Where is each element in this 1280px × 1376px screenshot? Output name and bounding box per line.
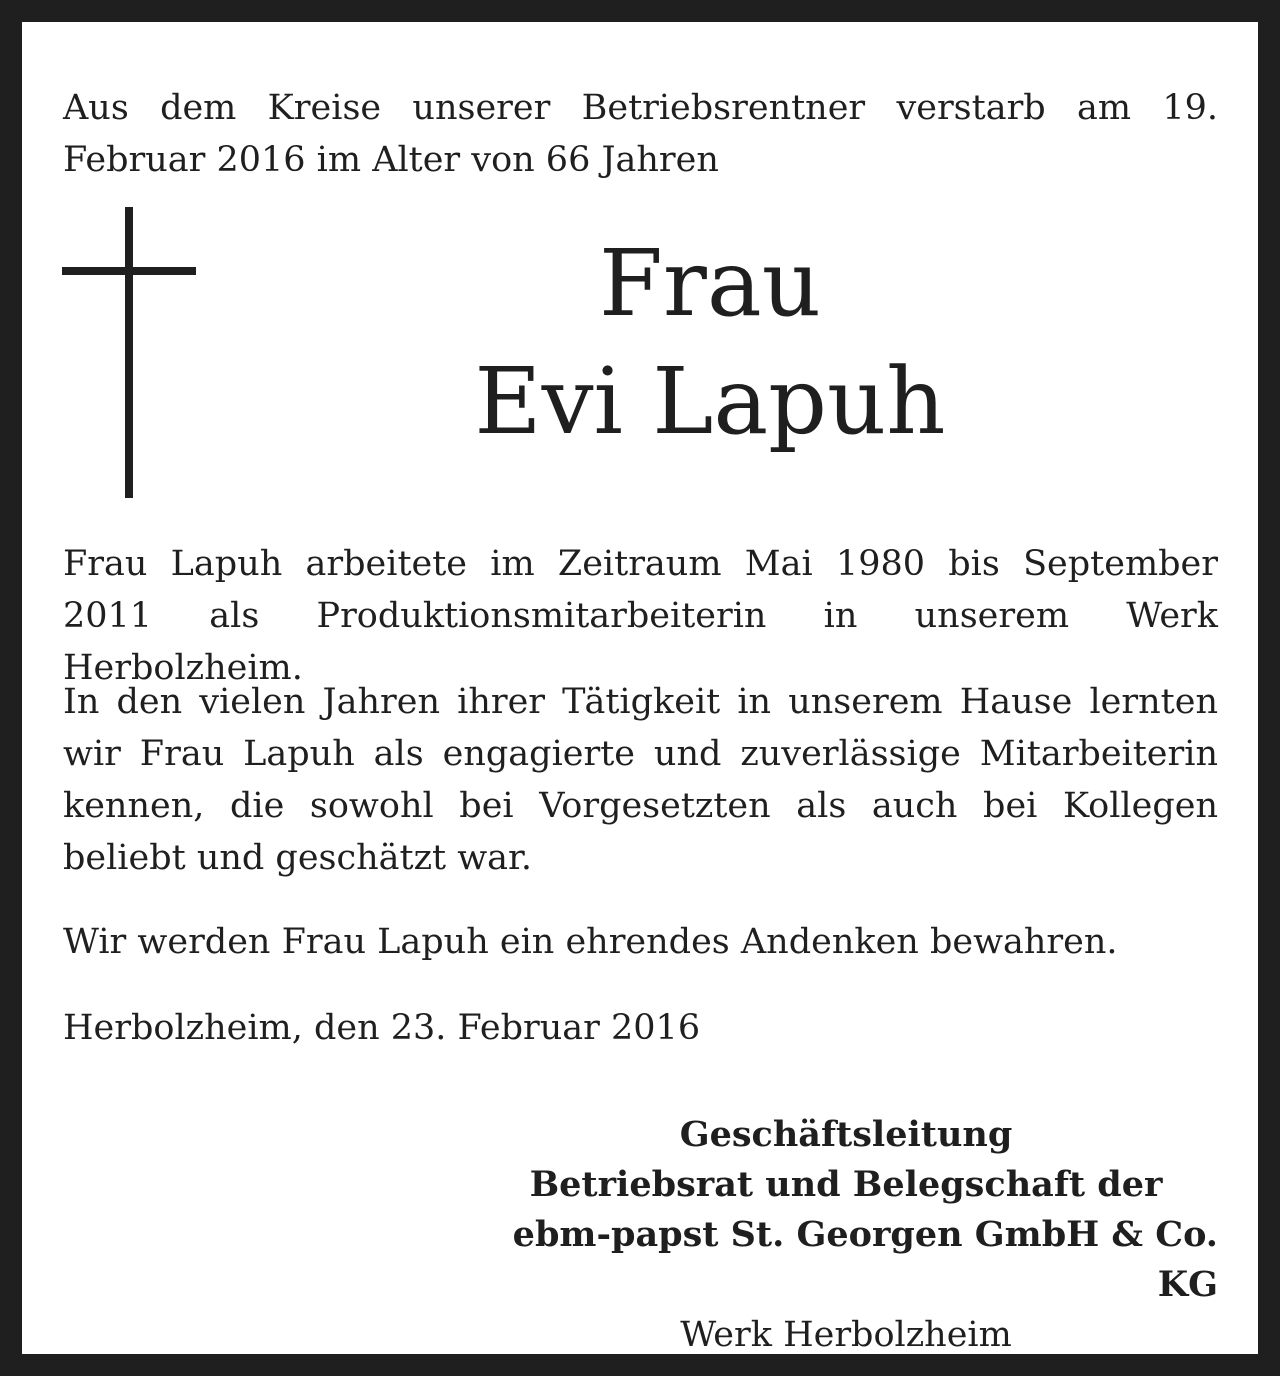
remembrance-paragraph: Wir werden Frau Lapuh ein ehrendes Andenken bewahren. (63, 922, 1118, 962)
signature-block (450, 1110, 1242, 1360)
place-date: Herbolzheim, den 23. Februar 2016 (63, 1008, 701, 1048)
cross-horizontal-bar (62, 267, 196, 275)
cross-vertical-bar (125, 207, 133, 498)
tribute-paragraph: In den vielen Jahren ihrer Tätigkeit in unserem Hause lernten wir Frau Lapuh als engagierte und zuverlässige Mitarbeiterin kennen, die sowohl bei Vorgesetzten als auch bei Kollegen beliebt und geschätzt war. (63, 682, 1218, 878)
cross-icon (62, 207, 196, 498)
signature-plant: Werk Herbolzheim (680, 1315, 1012, 1355)
salutation: Frau (599, 230, 821, 337)
employment-paragraph: Frau Lapuh arbeitete im Zeitraum Mai 1980 bis September 2011 als Produktionsmitarbeiterin in unserem Werk Herbolzheim. (63, 544, 1218, 688)
intro-text: Aus dem Kreise unserer Betriebsrentner verstarb am 19. Februar 2016 im Alter von 66 Jahren (63, 88, 1218, 180)
signature-management: Geschäftsleitung (679, 1114, 1013, 1155)
deceased-name: Evi Lapuh (474, 348, 946, 455)
signature-works-council: Betriebsrat und Belegschaft der (529, 1164, 1163, 1205)
deceased-name-block (430, 225, 990, 461)
signature-company: ebm-papst St. Georgen GmbH & Co. KG (512, 1214, 1218, 1305)
